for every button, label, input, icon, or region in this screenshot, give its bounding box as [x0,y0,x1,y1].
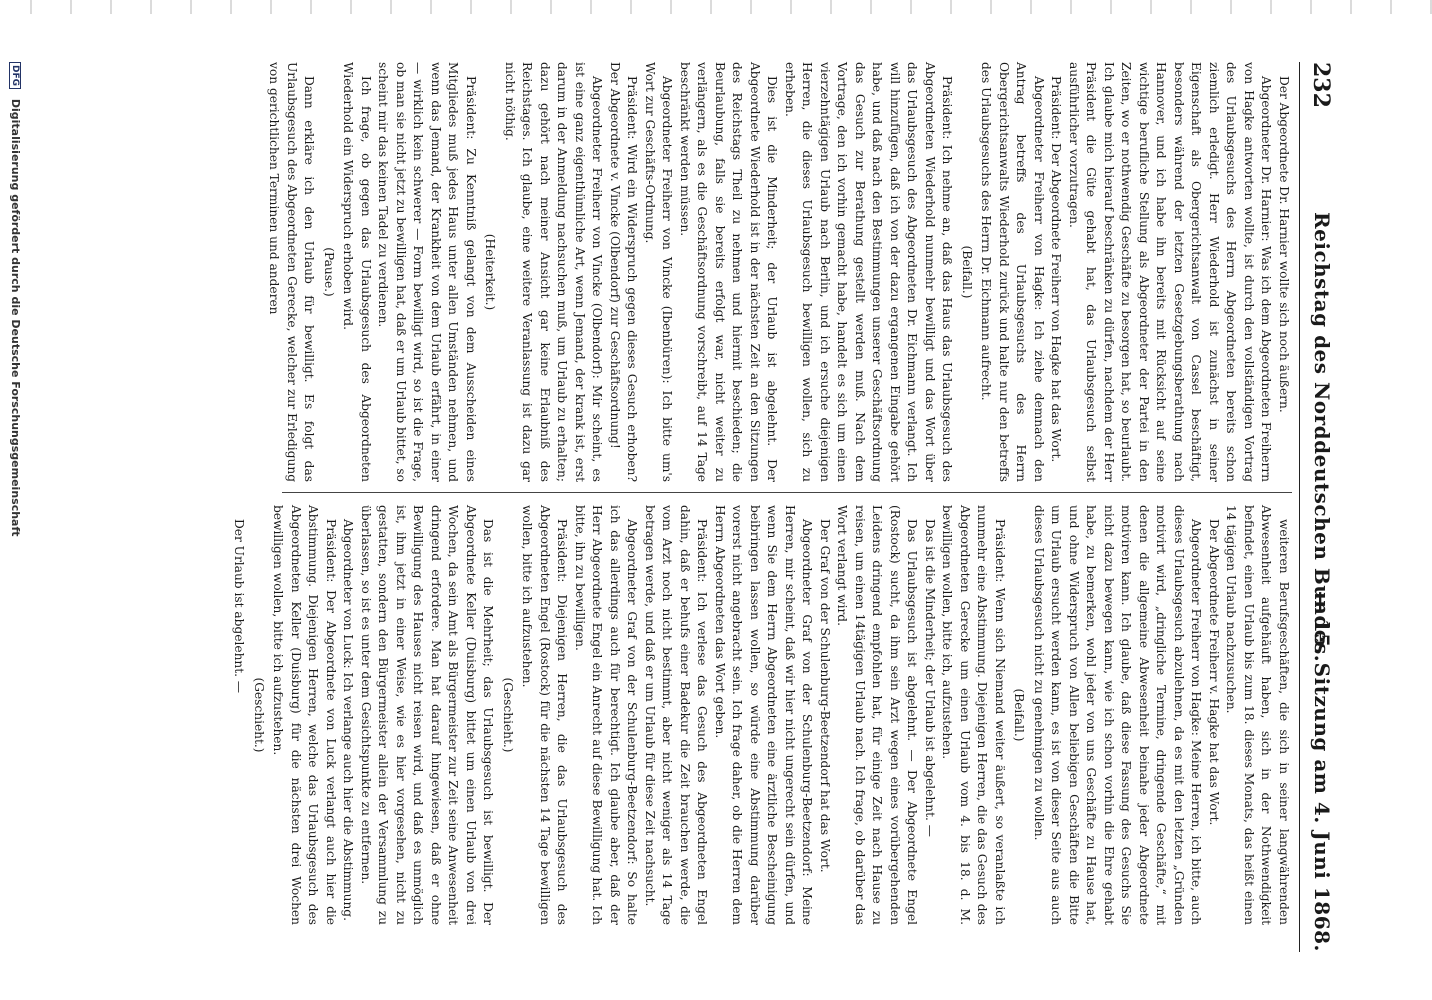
paragraph: Der Urlaub ist abgelehnt. — [232,519,247,694]
paragraph: Präsident: Diejenigen Herren, die das Urlaubsgesuch des Abgeordneten Engel (Rostock) für die nächsten 14 Tage bewilligen wollen, bitte ich aufzustehen. [520,505,570,925]
digitization-credit [9,62,22,962]
paragraph: Abgeordneter Graf von der Schulenburg-Beetzendorf: Meine Herren, mir scheint, daß wir hier nicht ungerecht sein dürfen, und wenn Sie dem Herrn Abgeordneten eine ärztliche Bescheinigung beibringen lassen wollen, so würde eine Abstimmung darüber vorerst nicht angebracht sein. Ich frage daher, ob die Herren dem Herrn Abgeordneten das Wort geben. [713,505,815,925]
paragraph: Abgeordneter Freiherr von Hagke: Ich ziehe demnach den Antrag betreffs des Urlaubsgesuchs des Herrn Obergerichtsanwalts Wiederhold zurück und halte nur den betreffs des Urlaubsgesuchs des Herrn Dr. Eichmann aufrecht. [979,62,1046,482]
column-divider [282,492,1292,493]
page-number: 232 [1308,62,1334,108]
session-date: — 15. Sitzung am 4. Juni 1868. [1310,590,1334,952]
paragraph: Präsident: Der Abgeordnete von Luck verlangt auch hier die Abstimmung. Diejenigen Herren, welche das Urlaubsgesuch des Abgeordneten Keller (Duisburg) für die nächsten drei Wochen bewilligen wollen, bitte ich aufzustehen. [271,505,338,925]
paragraph: Präsident: Wenn sich Niemand weiter äußert, so veranlaßte ich nunmehr eine Abstimmung. Diejenigen Herren, die das Gesuch des Abgeordneten Gerecke um einen Urlaub vom 4. bis 18. d. M. bewilligen wollen, bitte ich, aufzustehen. [940,505,1007,925]
paragraph: (Heiterkeit.) [483,233,498,311]
paragraph: (Beifall.) [960,245,974,299]
paragraph: (Pause.) [322,247,336,297]
paragraph: weiteren Berufsgeschäften, die sich in seiner langwährenden Abwesenheit aufgehäuft haben, sich in der Nothwendigkeit befindet, einen Urlaub bis zum 18. dieses Monats, das heißt einen 14 tägigen Urlaub nachzusuchen. [1224,505,1291,925]
paragraph: Der Abgeordnete Dr. Harnier wollte sich noch äußern. [1277,76,1291,413]
paragraph: Abgeordneter Graf von der Schulenburg-Beetzendorf: So halte ich das allerdings auch für berechtigt. Ich glaube aber, daß der Herr Abgeordnete Engel ein Anrecht auf diese Bewilligung hat. Ich bitte, ihn zu bewilligen. [573,505,640,925]
dfg-logo-icon: DFG [9,62,21,89]
scan-edge-marks [0,0,1432,14]
text-column-left [265,62,1292,482]
paragraph: (Beifall.) [1012,688,1027,742]
paragraph: Präsident: Wird ein Widerspruch gegen dieses Gesuch erhoben? Der Abgeordnete v. Vincke (Olbendorf) zur Geschäftsordnung! [608,62,640,482]
paragraph: Abgeordneter Freiherr von Vincke (Olbendorf): Mir scheint, es ist eine ganz eigenthümliche Art, wenn Jemand, der krank ist, erst darum in der Anmeldung nachsuchen muß, um Urlaub zu erhalten; dazu gehört nach meiner Ansicht gar keine Erlaubniß des Reichstages. Ich glaube, eine weitere Veranlassung ist dazu gar nicht nöthig. [503,62,605,482]
paragraph: Dies ist die Minderheit; der Urlaub ist abgelehnt. Der Abgeordnete Wiederhold ist in der nächsten Zeit an den Sitzungen des Reichstags Theil zu nehmen und hiermit beschieden; die Beurlaubung, falls sie bereits erfolgt war, nicht weiter zu verlängern, als es die Geschäftsordnung vorschreibt, auf 14 Tage beschränkt werden müssen. [678,62,780,482]
paragraph: Präsident: Ich verlese das Gesuch des Abgeordneten Engel dahin, daß er behufs einer Badekur die Zeit brauchen werde, die vom Arzt noch nicht bestimmt, aber nicht weniger als 14 Tage betragen werde, und daß er um Urlaub für diese Zeit nachsucht. [643,505,710,925]
credit-text: Digitalisierung gefördert durch die Deutsche Forschungsgemeinschaft [9,98,22,537]
paragraph: Das Urlaubsgesuch ist abgelehnt. — Der Abgeordnete Engel (Rostock) sucht, da ihm sein Arzt wegen eines vorübergehenden Leidens dringend empfohlen hat, für einige Zeit nach Hause zu reisen, um einen 14tägigen Urlaub nach. Ich frage, ob darüber das Wort verlangt wird. [835,505,920,925]
paragraph: Präsident: Zu Kenntniß gelangt von dem Ausscheiden eines Mitgliedes muß jedes Haus unter allen Umständen nehmen, und wenn das Jemand, der Krankheit von dem Urlaub erfährt, in einer — wirklich kein schwerer — Form bewilligt wird, so ist die Frage, ob man sie nicht jetzt zu bewilligen hat, daß er um Urlaub bittet, so scheint mir das keinen Tadel zu verdienen. [376,62,478,482]
paragraph: Dann erkläre ich den Urlaub für bewilligt. Es folgt das Urlaubsgesuch des Abgeordneten Gerecke, welcher zur Erledigung von gerichtlichen Terminen und anderen [267,62,317,482]
publication-title: Reichstag des Norddeutschen Bundes. [1310,212,1334,663]
paragraph: (Geschieht.) [501,677,515,753]
paragraph: Abgeordneter Freiherr von Hagke: Meine Herren, ich bitte, auch dieses Urlaubsgesuch abzulehnen, da es mit den letzten „Gründen motivirt wird, „dringliche Termine, dringende Geschäfte,“ mit denen die allgemeine Abwesenheit beinahe jeder Abgeordnete motiviren kann. Ich glaube, daß diese Fassung des Gesuchs Sie nicht dazu bewegen kann, wie ich schon vorhin die Ehre gehabt habe, zu bemerken, wohl jeder von uns Geschäfte zu Hause hat, und ohne Widerspruch von Allen beliebigen Geschäften die Bitte um Urlaub ersucht werden kann, es ist von dieser Seite aus auch dieses Urlaubsgesuch nicht zu genehmigen zu wollen. [1032,505,1204,925]
paragraph: Abgeordneter von Luck: Ich verlange auch hier die Abstimmung. [341,519,356,921]
paragraph: Präsident: Der Abgeordnete Freiherr von Hagke hat das Wort. [1049,76,1064,463]
paragraph: Abgeordneter Dr. Harnier: Was ich dem Abgeordneten Freiherrn von Hagke antworten wollte, ist durch den vollständigen Vortrag des Urlaubsgesuchs des Herrn Abgeordneten bereits schon ziemlich erledigt. Herr Wiederhold ist zunächst in seiner Eigenschaft als Obergerichtsanwalt von Cassel beschäftigt, besonders während der letzten Gesetzgebungsberathung nach Hannover, und ich habe ihn bereits mit Rücksicht auf seine wichtige berufliche Stellung als Abgeordneter der Partei in den Zeiten, wo er nothwendig Geschäfte zu besorgen hat, so beurlaubt. Ich glaube mich hierauf beschränken zu dürfen, nachdem der Herr Präsident die Güte gehabt hat, das Urlaubsgesuch selbst ausführlicher vorzutragen. [1067,62,1274,482]
page-header [1299,62,1340,952]
paragraph: Der Graf von der Schulenburg-Beetzendorf hat das Wort. [818,519,832,873]
text-column-right [230,505,1292,925]
paragraph: Das ist die Mehrheit; das Urlaubsgesuch ist bewilligt. Der Abgeordnete Keller (Duisburg) bittet um einen Urlaub von drei Wochen, da sein Amt als Bürgermeister zur Zeit seine Anwesenheit dringend erfordere. Man hat darauf hingewiesen, daß er ohne Bewilligung des Hauses nicht reisen wird, und daß es unmöglich ist, ihm jetzt in einer Weise, wie es hier vorgesehen, nicht zu gestatten, sondern den Bürgermeister allein der Versammlung zu überlassen, so ist es unter dem Gesichtspunkte zu entfernen. [359,505,496,925]
paragraph: (Geschieht.) [252,677,266,753]
paragraph: Der Abgeordnete Freiherr v. Hagke hat das Wort. [1207,519,1221,826]
paragraph: Ich frage, ob gegen das Urlaubsgesuch des Abgeordneten Wiederhold ein Widerspruch erhoben wird. [341,62,373,482]
paragraph: Das ist die Minderheit; der Urlaub ist abgelehnt. — [923,519,937,837]
paragraph: Präsident: Ich nehme an, daß das Haus das Urlaubsgesuch des Abgeordneten Wiederhold nunmehr bewilligt und das Wort über das Urlaubsgesuch des Abgeordneten Dr. Eichmann verlangt. Ich will hinzufügen, daß ich von der dazu ergangenen Eingabe gehört habe, und daß nach den Bestimmungen unserer Geschäftsordnung das Gesuch zur Berathung gestellt werden muß. Nach dem Vortrage, den ich vorhin gemacht habe, handelt es sich um einen vierzehntägigen Urlaub nach Berlin, und ich ersuche diejenigen Herren, die dieses Urlaubsgesuch bewilligen wollen, sich zu erheben. [783,62,955,482]
paragraph: Abgeordneter Freiherr von Vincke (Ibenbüren): Ich bitte um's Wort zur Geschäfts-Ordnung. [643,62,675,482]
